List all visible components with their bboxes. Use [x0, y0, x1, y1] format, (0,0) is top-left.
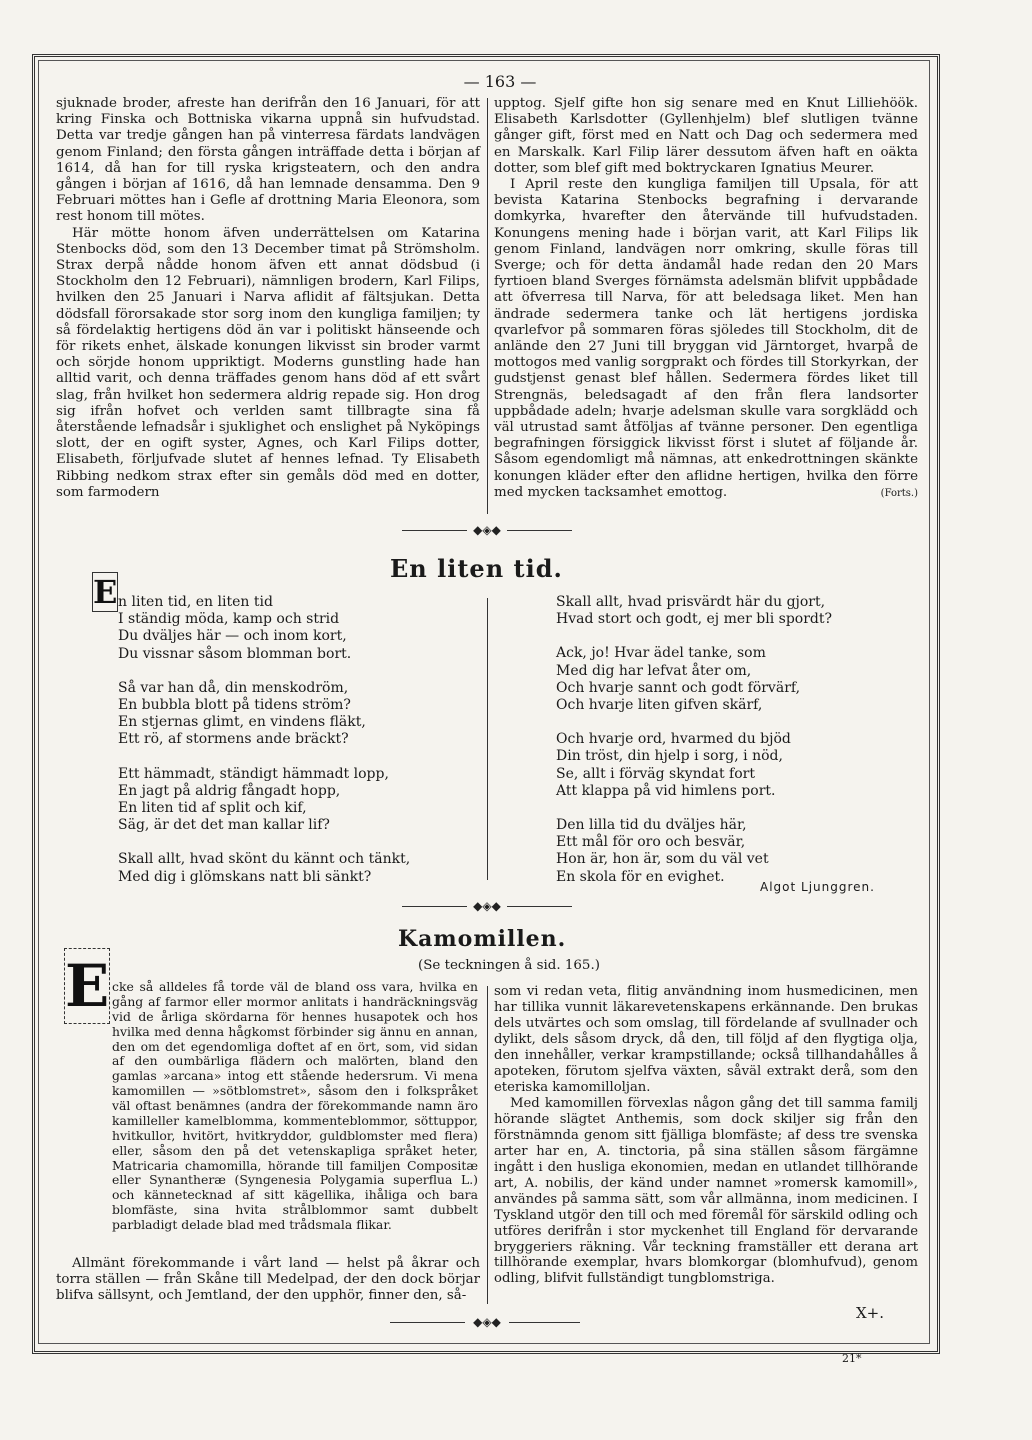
- poem-line: Och hvarje liten gifven skärf,: [556, 697, 763, 714]
- kamomill-right-column: [494, 984, 918, 1287]
- poem-line: Med dig i glömskans natt bli sänkt?: [118, 868, 372, 885]
- divider-ornament-icon: ◆◈◆: [467, 900, 507, 912]
- poem-line: Skall allt, hvad prisvärdt här du gjort,: [556, 594, 826, 610]
- article-paragraph: Med kamomillen förvexlas någon gång det till samma familj hörande slägtet Anthemis, som dock skiljer sig från den förstnämnda genom sitt fjälliga blomfäste; af dess tre svenska arter har en, A. tinctoria, på sina ställen såsom färgämne ingått i den husliga ekonomien, medan en utlandet tillhörande art, A. nobilis, der känd under namnet »romersk kamomill», användes på samma sätt, som vår allmänna, inom medicinen. I Tyskland utgör den till och med föremål för särskild odling och utföres derifrån i stor myckenhet till England för dervarande bryggeriers räkning. Vår teckning framställer ett derana art tillhörande exemplar, hvars blomkorgar (blomhufvud), genom odling, blifvit fullständigt tungblomstriga.: [494, 1095, 918, 1287]
- poem-line: Hvad stort och godt, ej mer bli spordt?: [556, 611, 833, 628]
- poem-line: I ständig möda, kamp och strid: [118, 611, 340, 628]
- poem-line: Se, allt i förväg skyndat fort: [556, 765, 755, 782]
- continued-note: (Forts.): [880, 488, 918, 500]
- poem-line: Ett rö, af stormens ande bräckt?: [118, 731, 349, 748]
- article-subtitle: (Se teckningen å sid. 165.): [418, 958, 600, 973]
- article-paragraph: I April reste den kungliga familjen till Upsala, för att bevista Katarina Stenbocks begrafning i dervarande domkyrka, hvarefter den återvände till hufvudstaden. Konungens mening hade i början varit, att Karl Filips lik genom Finland, landvägen norr omkring, skulle föras till Sverge; och för detta ändamål hade redan den 20 Mars fyrtioen bland Sverges förnämsta adelsmän blifvit uppbådade att öfverresa till Narva, för att beledsaga liket. Men han ändrade sedermera tanke och lät hertigens jordiska qvarlefvor på sommaren föras sjöledes till Stockholm, dit de anlände den 27 Juni till bryggan vid Järntorget, hvarpå de mottogos med vanlig sorgprakt och fördes till Storkyrkan, der gudstjenst genast blef hållen. Sedermera fördes liket till Strengnäs, beledsagadt af den från flera landsorter uppbådade adeln; hvarje adelsman skulle vara sorgklädd och väl utrustad samt åtföljas af tvänne personer. Den egentliga begrafningen försiggick likvisst först i slutet af följande år. Såsom egendomligt må nämnas, att enkedrottningen skänkte konungen kläder efter den aflidne hertigen, hvilka den förre med mycken tacksamhet emottog.: [494, 177, 918, 500]
- kamomill-left-column-end: [56, 1256, 480, 1305]
- kamomill-intro-column: [112, 980, 478, 1233]
- poem-stanza: [118, 851, 410, 885]
- poem-line: En stjernas glimt, en vindens fläkt,: [118, 714, 366, 731]
- poem-left-column: [118, 594, 410, 903]
- poem-stanza: [118, 680, 410, 749]
- poem-stanza: [118, 766, 410, 835]
- article-right-column: [494, 96, 918, 502]
- poem-line: Att klappa på vid himlens port.: [556, 782, 776, 799]
- poem-title: En liten tid.: [390, 554, 563, 583]
- divider-ornament-icon: ◆◈◆: [465, 1316, 509, 1328]
- poem-line: En bubbla blott på tidens ström?: [118, 697, 351, 714]
- poem-line: Den lilla tid du dväljes här,: [556, 817, 747, 834]
- article-left-column: [56, 96, 480, 501]
- column-divider: [487, 98, 488, 514]
- article-drop-cap: E: [64, 948, 110, 1024]
- article-paragraph: Allmänt förekommande i vårt land — helst på åkrar och torra ställen — från Skåne till Medelpad, der den dock börjar blifva sällsynt, och Jemtland, der den upphör, finner den, så-: [56, 1256, 480, 1304]
- poem-stanza: [556, 731, 832, 800]
- poem-line: Så var han då, din menskodröm,: [118, 679, 349, 696]
- poem-line: Och hvarje sannt och godt förvärf,: [556, 679, 801, 696]
- poem-line: Ack, jo! Hvar ädel tanke, som: [556, 645, 766, 662]
- poem-line: En skola för en evighet.: [556, 868, 725, 885]
- poem-author: Algot Ljunggren.: [760, 880, 875, 894]
- printer-signature-mark: 21*: [842, 1352, 862, 1365]
- poem-line: En liten tid af split och kif,: [118, 800, 307, 817]
- poem-line: Ett hämmadt, ständigt hämmadt lopp,: [118, 765, 389, 782]
- poem-line: Hon är, hon är, som du väl vet: [556, 851, 769, 868]
- poem-line: Och hvarje ord, hvarmed du bjöd: [556, 731, 791, 748]
- poem-line: Säg, är det det man kallar lif?: [118, 817, 330, 834]
- page-number: — 163 —: [463, 72, 537, 91]
- article-title: Kamomillen.: [398, 926, 567, 952]
- article-paragraph: som vi redan veta, flitig användning inom husmedicinen, men har tillika vunnit läkarevetenskapens erkännande. Den brukas dels utvärtes och som omslag, till fördelande af svullnader och dylikt, dels såsom dryck, då den, till följd af den flygtiga olja, den innehåller, verkar krampstillande; också tillhandahålles å apoteken, förutom sjelfva växten, såväl extrakt derå, som den eteriska kamomilloljan.: [494, 984, 918, 1095]
- poem-line: n liten tid, en liten tid: [118, 594, 273, 610]
- article-paragraph: cke så alldeles få torde väl de bland oss vara, hvilka en gång af farmor eller mormor anlitats i handräckningsväg vid de årliga skördarna för hennes husapotek och hos hvilka med denna hågkomst förbinder sig ännu en annan, den om det egendomliga doftet af en ört, som, vid sidan af den oumbärliga flädern och malörten, bland den gamlas »arcana» intog ett stående hedersrum. Vi mena kamomillen — »sötblomstret», såsom den i folkspråket väl oftast benämnes (andra der förekommande namn äro kamilleller kamelblomma, kommenteblommor, söttuppor, hvitkullor, hvitört, hvitkryddor, guldblomster med flera) eller, såsom den på det vetenskapliga språket heter, Matricaria chamomilla, hörande till familjen Compositæ eller Synantheræ (Syngenesia Polygamia superflua L.) och kännetecknad af sitt kägellika, ihåliga och bara blomfäste, sina hvita strålblommor samt dubbelt parbladigt delade blad med trådsmala flikar.: [112, 979, 478, 1232]
- poem-line: Din tröst, din hjelp i sorg, i nöd,: [556, 748, 783, 765]
- poem-drop-cap: E: [93, 573, 118, 611]
- article-paragraph: sjuknade broder, afreste han derifrån den 16 Januari, för att kring Finska och Bottniska vikarna uppnå sin hufvudstad. Detta var tredje gången han på vinterresa färdats landvägen genom Finland; den första gången inträffade detta i början af 1614, då han for till ryska krigsteatern, och den andra gången i början af 1616, då han lemnade densamma. Den 9 Februari möttes han i Gefle af drottning Maria Eleonora, som rest honom till mötes.: [56, 96, 480, 225]
- poem-stanza: [556, 645, 832, 714]
- article-signature: X+.: [856, 1304, 885, 1322]
- article-paragraph: Här mötte honom äfven underrättelsen om Katarina Stenbocks död, som den 13 December timat på Strömsholm. Strax derpå nådde honom äfven ett annat dödsbud (i Stockholm den 12 Februari), nämnligen brodern, Karl Filips, hvilken den 25 Januari i Narva aflidit af fältsjukan. Detta dödsfall förorsakade stor sorg inom den kungliga familjen; ty så fördelaktig hertigens död än var i politiskt hänseende och för rikets enhet, älskade konungen likvisst sin broder varmt och sörjde honom uppriktigt. Moderns gunstling hade han alltid varit, och denna träffades genom hans död af ett svårt slag, från hvilket hon sedermera aldrig repade sig. Hon drog sig ifrån hofvet och verlden samt tillbragte sina få återstående lefnadsår i sjuklighet och enslighet på Nyköpings slott, der en ogift syster, Agnes, och Karl Filips dotter, Elisabeth, förljufvade slutet af hennes lefnad. Ty Elisabeth Ribbing nedkom strax efter sin gemåls död med en dotter, som farmodern: [56, 225, 480, 500]
- poem-line: En jagt på aldrig fångadt hopp,: [118, 782, 341, 799]
- divider-ornament-icon: ◆◈◆: [467, 524, 507, 536]
- poem-stanza: [556, 594, 832, 628]
- poem-line: Ett mål för oro och besvär,: [556, 834, 746, 851]
- poem-line: Du dväljes här — och inom kort,: [118, 628, 347, 645]
- column-divider: [487, 986, 488, 1304]
- poem-line: Du vissnar såsom blomman bort.: [118, 645, 352, 662]
- poem-stanza: [118, 594, 410, 663]
- poem-line: Skall allt, hvad skönt du kännt och tänkt,: [118, 851, 411, 868]
- poem-line: Med dig har lefvat åter om,: [556, 662, 752, 679]
- poem-divider: [487, 598, 488, 880]
- article-paragraph: upptog. Sjelf gifte hon sig senare med en Knut Lilliehöök. Elisabeth Karlsdotter (Gyllenhjelm) blef slutligen tvänne gånger gift, först med en Natt och Dag och sedermera med en Marskalk. Karl Filip lärer dessutom äfven haft en oäkta dotter, som blef gift med boktryckaren Ignatius Meurer.: [494, 96, 918, 176]
- poem-right-column: [556, 594, 832, 903]
- poem-stanza: [556, 817, 832, 886]
